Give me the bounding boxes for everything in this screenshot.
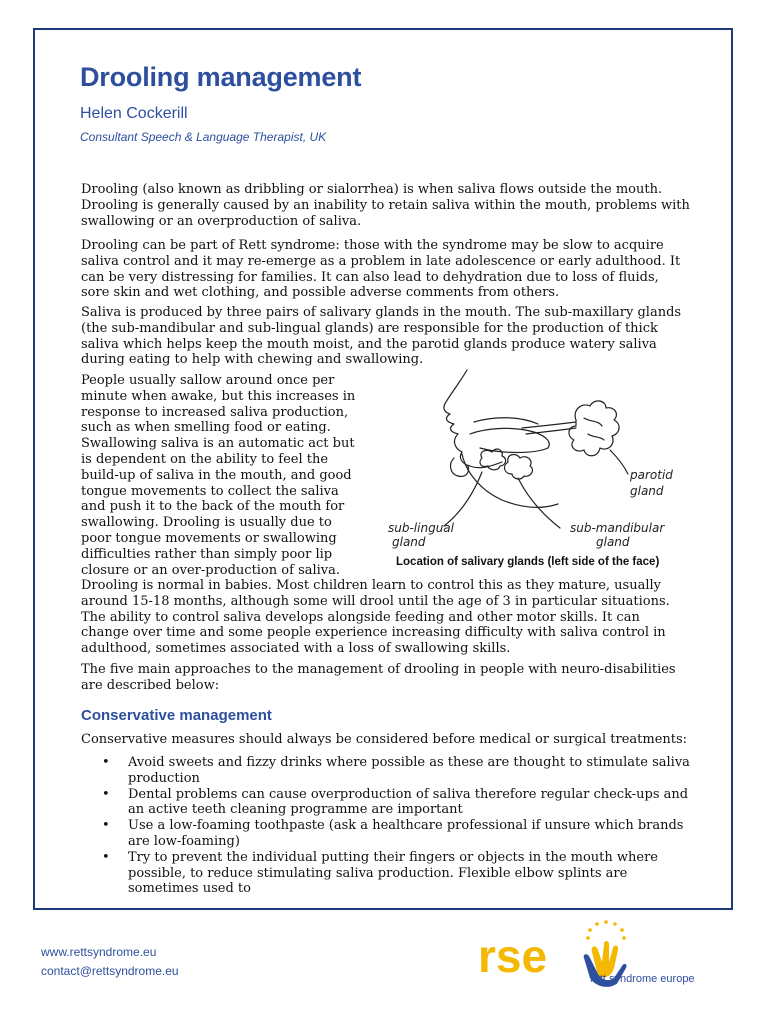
stars-icon	[586, 920, 626, 940]
author-name: Helen Cockerill	[80, 105, 188, 122]
label-parotid-gland: gland	[630, 484, 664, 498]
bullet-list	[81, 755, 691, 897]
list-item	[81, 818, 691, 850]
section-intro: Conservative measures should always be considered before medical or surgical treatments:	[81, 732, 688, 747]
page-title: Drooling management	[80, 62, 362, 92]
section-heading: Conservative management	[81, 707, 272, 724]
list-item-text: Avoid sweets and fizzy drinks where possible as these are thought to stimulate saliva production	[128, 755, 690, 786]
rse-logo	[478, 918, 728, 988]
logo-tagline: rett syndrome europe	[590, 973, 695, 985]
logo-wordmark: rse	[478, 930, 548, 982]
list-item	[81, 850, 691, 897]
bullet-icon: •	[102, 849, 110, 865]
list-item	[81, 787, 691, 819]
bullet-icon: •	[102, 818, 110, 834]
bullet-icon: •	[102, 786, 110, 802]
list-item-text: Dental problems can cause overproduction of saliva therefore regular check-ups and an active teeth cleaning programme are important	[128, 786, 689, 818]
salivary-glands-illustration	[362, 362, 702, 572]
label-parotid: parotid	[630, 468, 673, 482]
email-link[interactable]: contact@rettsyndrome.eu	[41, 964, 179, 978]
paragraph-intro: Drooling (also known as dribbling or sialorrhea) is when saliva flows outside the mouth. Drooling is generally caused by an inability to retain saliva within the mouth, problems with swallowing or an overproduction of saliva.	[81, 182, 690, 229]
bullet-icon: •	[102, 755, 110, 770]
website-link[interactable]: www.rettsyndrome.eu	[41, 945, 157, 959]
label-submandibular: sub-mandibular	[570, 521, 665, 535]
label-submandibular-gland: gland	[596, 535, 630, 549]
list-item-text: Use a low-foaming toothpaste (ask a healthcare professional if unsure which brands are low-foaming)	[128, 818, 684, 849]
paragraph-glands: Saliva is produced by three pairs of salivary glands in the mouth. The sub-maxillary glands (the sub-mandibular and sub-lingual glands) are responsible for the production of thick saliva which helps keep the mouth moist, and the parotid glands produce watery saliva during eating to help with chewing and swallowing.	[81, 305, 682, 368]
author-role: Consultant Speech & Language Therapist, UK	[80, 130, 327, 144]
label-sublingual-gland: gland	[392, 535, 426, 549]
list-item-text: Try to prevent the individual putting their fingers or objects in the mouth where possible, to reduce stimulating saliva production. Flexible elbow splints are sometimes used to	[128, 849, 659, 897]
paragraph-swallowing: People usually sallow around once per minute when awake, but this increases in response to increased saliva production, such as when smelling food or eating. Swallowing saliva is an automatic act but is dependent on the ability to feel the build-up of saliva in the mouth, and good tongue movements to collect the saliva and push it to the back of the mouth for swallowing. Drooling is usually due to poor tongue movements or swallowing difficulties rather than simply poor lip closure or an over-production of saliva.	[81, 373, 356, 578]
label-sublingual: sub-lingual	[388, 521, 454, 535]
figure-caption: Location of salivary glands (left side of the face)	[396, 556, 660, 568]
paragraph-babies: Drooling is normal in babies. Most children learn to control this as they mature, usually around 15-18 months, although some will drool until the age of 3 in particular situations. The ability to control saliva develops alongside feeding and other motor skills. It can change over time and some people experience increasing difficulty with saliva control in adulthood, sometimes associated with a loss of swallowing skills.	[81, 578, 670, 657]
paragraph-approaches: The five main approaches to the management of drooling in people with neuro-disabilities are described below:	[81, 662, 676, 693]
paragraph-rett: Drooling can be part of Rett syndrome: those with the syndrome may be slow to acquire saliva control and it may re-emerge as a problem in late adolescence or early adulthood. It can be very distressing for families. It can also lead to dehydration due to loss of fluids, sore skin and wet clothing, and possible adverse comments from others.	[81, 238, 681, 301]
list-item	[81, 755, 691, 787]
